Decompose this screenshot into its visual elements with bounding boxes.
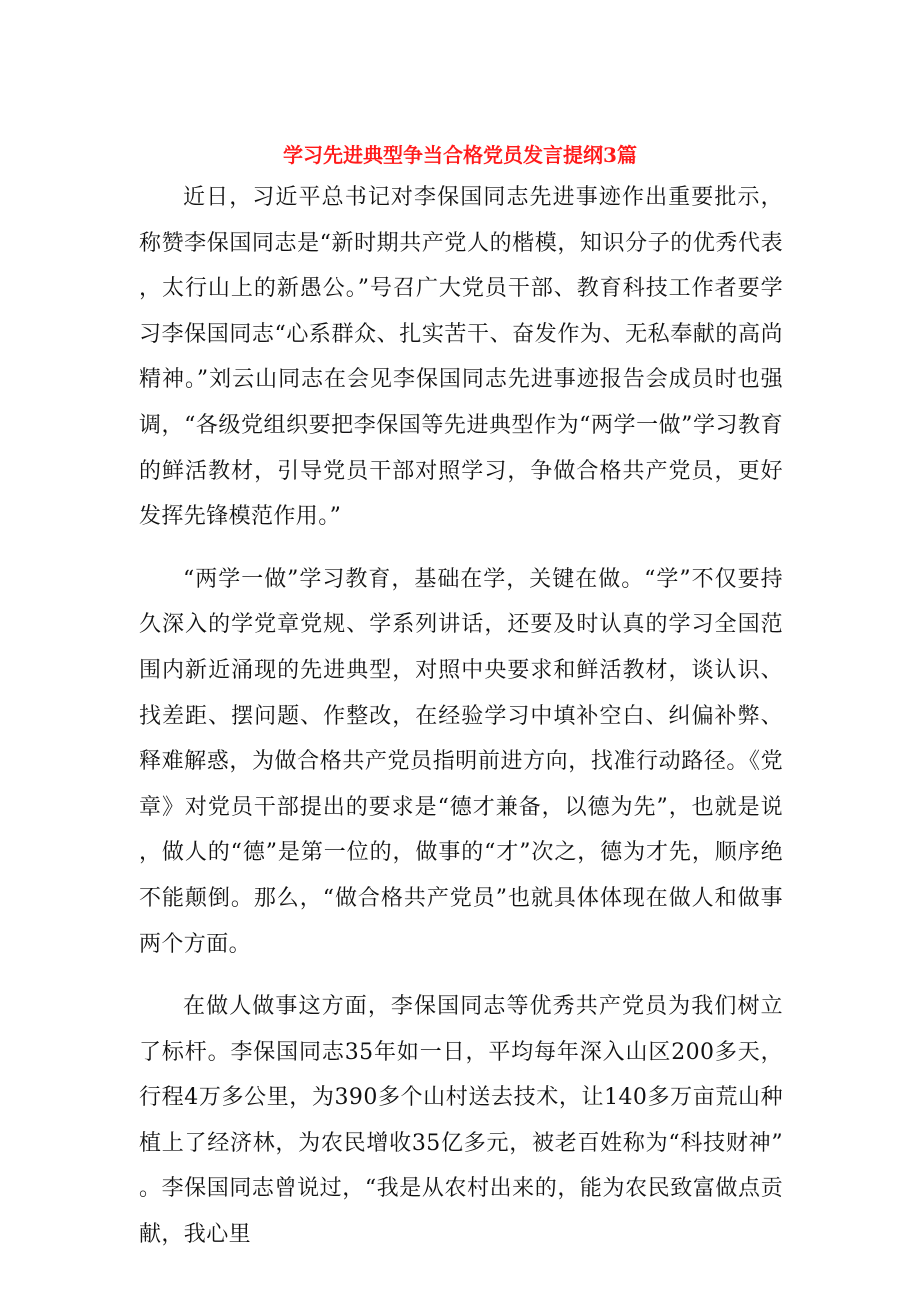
paragraph-1: 近日，习近平总书记对李保国同志先进事迹作出重要批示，称赞李保国同志是“新时期共产党人的楷模，知识分子的优秀代表，太行山上的新愚公。”号召广大党员干部、教育科技工作者要学习李保国同志“心系群众、扎实苦干、奋发作为、无私奉献的高尚精神。”刘云山同志在会见李保国同志先进事迹报告会成员时也强调，“各级党组织要把李保国等先进典型作为“两学一做”学习教育的鲜活教材，引导党员干部对照学习，争做合格共产党员，更好发挥先锋模范作用。” bbox=[139, 185, 783, 530]
paragraph-2: “两学一做”学习教育，基础在学，关键在做。“学”不仅要持久深入的学党章党规、学系列讲话，还要及时认真的学习全国范围内新近涌现的先进典型，对照中央要求和鲜活教材，谈认识、找差距、摆问题、作整改，在经验学习中填补空白、纠偏补弊、释难解惑，为做合格共产党员指明前进方向，找准行动路径。《党章》对党员干部提出的要求是“德才兼备，以德为先”，也就是说，做人的“德”是第一位的，做事的“才”次之，德为才先，顺序绝不能颠倒。那么，“做合格共产党员”也就具体体现在做人和做事两个方面。 bbox=[139, 566, 783, 957]
document-title: 学习先进典型争当合格党员发言提纲3篇 bbox=[283, 143, 637, 167]
paragraph-3: 在做人做事这方面，李保国同志等优秀共产党员为我们树立了标杆。李保国同志35年如一日，平均每年深入山区200多天，行程4万多公里，为390多个山村送去技术，让140多万亩荒山种植上了经济林，为农民增收35亿多元，被老百姓称为“科技财神”。李保国同志曾说过，“我是从农村出来的，能为农民致富做点贡献，我心里 bbox=[139, 994, 783, 1248]
document-body bbox=[139, 175, 783, 1275]
